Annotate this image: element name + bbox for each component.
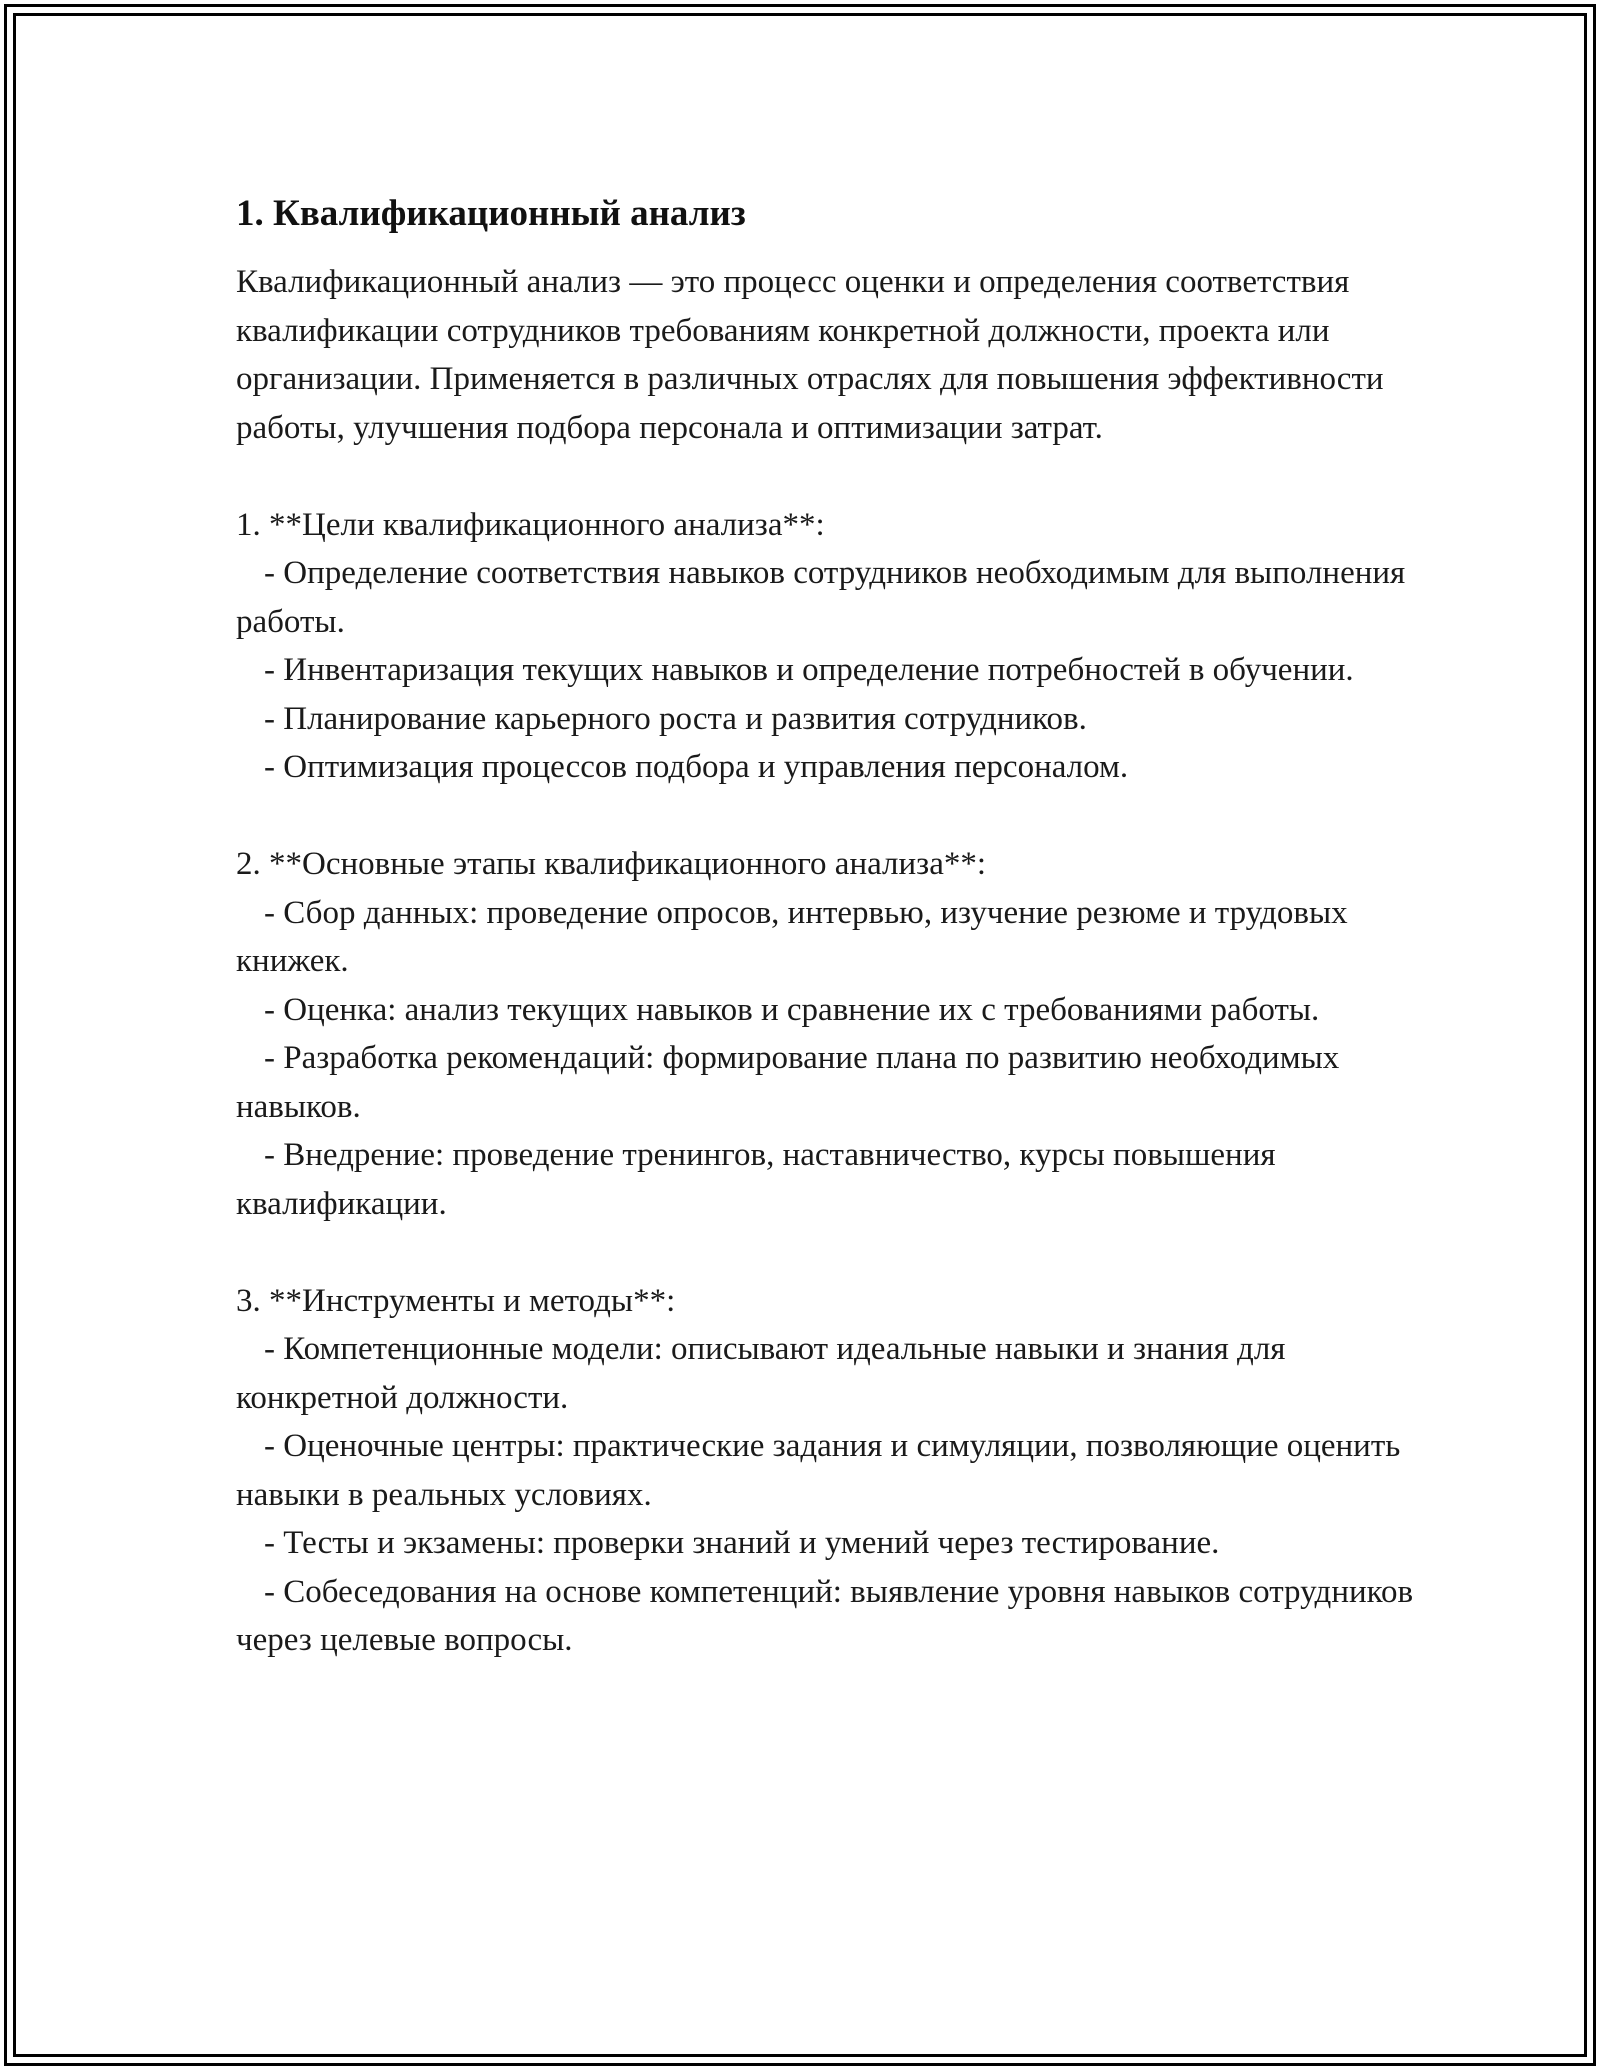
section-goals: [236, 501, 1416, 792]
list-item: - Определение соответствия навыков сотрудников необходимым для выполнения работы.: [236, 555, 1406, 640]
list-item: - Компетенционные модели: описывают идеальные навыки и знания для конкретной должности.: [236, 1331, 1286, 1416]
document-heading: 1. Квалификационный анализ: [236, 193, 746, 234]
list-item: - Оценка: анализ текущих навыков и сравнение их с требованиями работы.: [264, 991, 1320, 1028]
list-item: - Оценочные центры: практические задания и симуляции, позволяющие оценить навыки в реальных условиях.: [236, 1428, 1401, 1513]
list-item: - Оптимизация процессов подбора и управления персоналом.: [264, 749, 1129, 785]
list-item: - Внедрение: проведение тренингов, наставничество, курсы повышения квалификации.: [236, 1137, 1276, 1222]
intro-paragraph: Квалификационный анализ — это процесс оценки и определения соответствия квалификации сотрудников требованиям конкретной должности, проекта или организации. Применяется в различных отраслях для повышения эффективности работы, улучшения подбора персонала и оптимизации затрат.: [236, 264, 1384, 446]
list-item: - Собеседования на основе компетенций: выявление уровня навыков сотрудников через целевые вопросы.: [236, 1573, 1414, 1658]
section-tools: [236, 1277, 1416, 1665]
list-item: - Разработка рекомендаций: формирование плана по развитию необходимых навыков.: [236, 1040, 1340, 1125]
list-item: - Сбор данных: проведение опросов, интервью, изучение резюме и трудовых книжек.: [236, 894, 1348, 979]
section-stages: [236, 840, 1416, 1228]
list-item: - Инвентаризация текущих навыков и определение потребностей в обучении.: [264, 652, 1354, 688]
list-item: - Планирование карьерного роста и развития сотрудников.: [264, 700, 1087, 737]
section-title: 3. **Инструменты и методы**:: [236, 1282, 676, 1319]
section-title: 2. **Основные этапы квалификационного анализа**:: [236, 846, 987, 882]
list-item: - Тесты и экзамены: проверки знаний и умений через тестирование.: [264, 1525, 1220, 1561]
document-body: [236, 188, 1416, 1665]
section-title: 1. **Цели квалификационного анализа**:: [236, 506, 825, 543]
